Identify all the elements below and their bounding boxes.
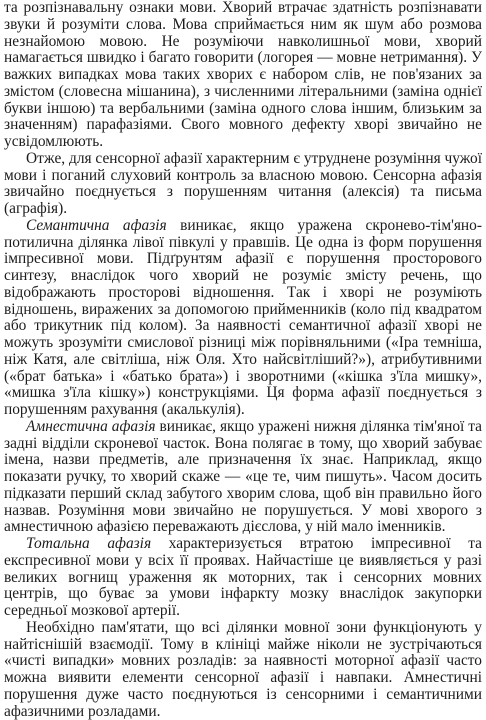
paragraph-text: Необхідно пам'ятати, що всі ділянки мовної зони функціонують у найтіснішій взаємодії. Тому в клініці майже ніколи не зустрічаються «чисті випадки» мовних розладів: за наявності моторної афазії часто можна виявити елементи сенсорної афазії і навпаки. Амнестичні порушення дуже часто поєднуються із сенсорними і семантичними афазичними розладами. bbox=[4, 618, 482, 720]
paragraph-sensory-aphasia-summary bbox=[4, 151, 482, 218]
paragraph-amnestic-aphasia bbox=[4, 419, 482, 536]
paragraph-sensory-aphasia-continued bbox=[4, 0, 482, 151]
paragraph-semantic-aphasia bbox=[4, 218, 482, 419]
document-page bbox=[4, 0, 483, 720]
paragraph-speech-zone-interaction bbox=[4, 620, 482, 720]
term-total-aphasia: Тотальна афазія bbox=[26, 535, 152, 552]
paragraph-text: характеризується втратою імпресивної та експресивної мови у всіх її проявах. Найчастіше це виявляється у разі великих вогнищ ураження як моторних, так і сенсорних мовних центрів, що буває за умови інфаркту мозку внаслідок закупорки середньої мозкової артерії. bbox=[4, 535, 483, 619]
paragraph-text: Отже, для сенсорної афазії характерним є утруднене розуміння чужої мови і поганий слуховий контроль за власною мовою. Сенсорна афазія звичайно поєднується з порушенням читання (алексія) та письма (аграфія). bbox=[4, 149, 482, 217]
paragraph-text: виникає, якщо уражені нижня ділянка тім'яної та задні відділи скроневої часток. Вона полягає в тому, що хворий забуває імена, назви предметів, але призначення їх знає. Наприклад, якщо показати ручку, то хворий скаже — «це те, чим пишуть». Часом досить підказати перший склад забутого хворим слова, щоб він правильно його назвав. Розуміння мови звичайно не порушується. У мові хворого з амнестичною афазією переважають дієслова, у ній мало іменників. bbox=[4, 417, 482, 536]
term-semantic-aphasia: Семантична афазія bbox=[26, 216, 167, 234]
paragraph-text: та розпізнавальну ознаки мови. Хворий втрачає здатність розпізнавати звуки й розуміти слова. Мова сприймається ним як шум або розмова незнайомою мовою. Не розуміючи навколишньої мови, хворий намагається швидко і багато говорити (логорея — мовне нетримання). У важких випадках мова таких хворих є набором слів, не пов'язаних за змістом (словесна мішанина), з численними літеральними (заміна однієї букви іншою) та вербальними (заміна одного слова іншим, близьким за значенням) парафазіями. Свого мовного дефекту хворі звичайно не усвідомлюють. bbox=[4, 0, 482, 150]
paragraph-total-aphasia bbox=[4, 536, 482, 620]
term-amnestic-aphasia: Амнестична афазія bbox=[26, 417, 156, 435]
paragraph-text: виникає, якщо уражена скроневo-тім'яно-потилична ділянка лівої півкулі у правшів. Це одна із форм порушення імпресивної мови. Підґрунтям афазії є порушення просторового синтезу, внаслідок чого хворий не розуміє змісту речень, що відображають просторові відношення. Так і хворі не розуміють відношень, виражених за допомогою прийменників (коло під квадратом або трикутник під колом). За наявності семантичної афазії хворі не можуть зрозуміти смислової різниці між порівняльними («Іра темніша, ніж Катя, але світліша, ніж Оля. Хто найсвітліший?»), атрибутивними («брат батька» і «батько брата») і зворотними («кішка з'їла мишку», «мишка з'їла кішку») конструкціями. Ця форма афазії поєднується з порушенням рахування (акалькулія). bbox=[4, 216, 482, 418]
